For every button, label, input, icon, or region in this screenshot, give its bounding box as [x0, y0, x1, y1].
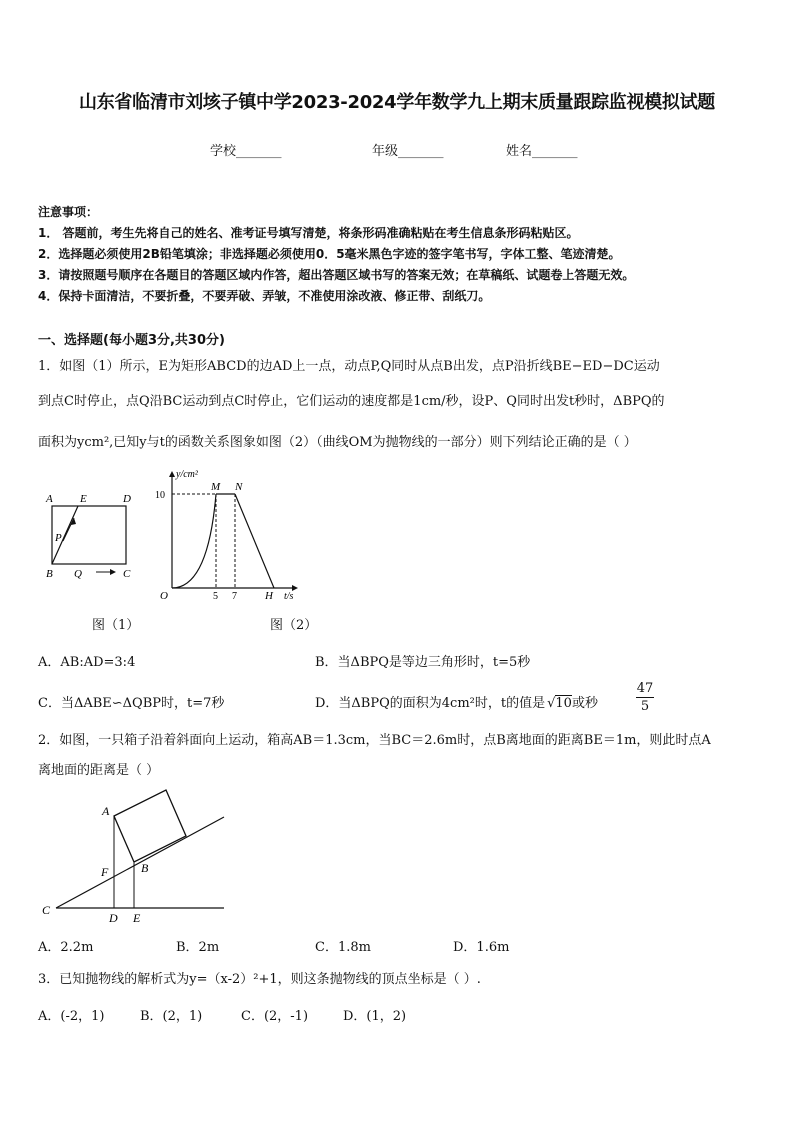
fraction-denominator: 5	[640, 699, 650, 714]
fig2-ylabel: y/cm²	[176, 469, 198, 480]
fig2-label-O: O	[160, 590, 168, 602]
q2-option: C．1.8m	[315, 940, 371, 955]
fig1-caption: 图（1）	[92, 618, 140, 633]
fig1-label-B: B	[46, 568, 53, 580]
q2-label-E: E	[133, 911, 141, 924]
school-field: 学校_______	[210, 144, 282, 159]
page-title: 山东省临清市刘垓子镇中学2023-2024学年数学九上期末质量跟踪监视模拟试题	[79, 92, 715, 113]
q1-text-line: 1．如图（1）所示，E为矩形ABCD的边AD上一点，动点P,Q同时从点B出发，点P沿折线BE−ED−DC运动	[38, 359, 660, 374]
q2-option: B．2m	[176, 940, 220, 955]
fig2-xtick-7: 7	[232, 591, 237, 602]
q1-option-d: D．当ΔBPQ的面积为4cm²时，t的值是 √10或秒	[315, 696, 598, 711]
fig1-label-C: C	[123, 568, 131, 580]
q3-option: A．(-2，1)	[38, 1009, 105, 1024]
notice-item: 2．选择题必须使用2B铅笔填涂；非选择题必须使用0．5毫米黑色字迹的签字笔书写，字体工整、笔迹清楚。	[38, 247, 621, 261]
fig2-label-N: N	[235, 481, 243, 493]
notice-heading: 注意事项：	[38, 205, 99, 219]
notice-item: 4．保持卡面清洁，不要折叠，不要弄破、弄皱，不准使用涂改液、修正带、刮纸刀。	[38, 289, 491, 303]
fig1-label-D: D	[123, 493, 131, 505]
fig2-ytick: 10	[155, 490, 165, 501]
q2-label-F: F	[101, 865, 109, 879]
q1-option-d-sqrt: 10	[555, 696, 572, 711]
fig1-label-Q: Q	[74, 568, 82, 580]
q3-text-line: 3．已知抛物线的解析式为y=（x-2）²+1，则这条抛物线的顶点坐标是（ ）.	[38, 972, 481, 987]
fig1-label-A: A	[46, 493, 53, 505]
q2-label-A: A	[102, 804, 110, 818]
fig2-xtick-5: 5	[213, 591, 218, 602]
q1-option-d-or: 或秒	[571, 696, 598, 711]
fig2-label-H: H	[265, 590, 273, 602]
q1-figure-2	[150, 466, 310, 602]
q3-option: D．(1，2)	[343, 1009, 407, 1024]
section-heading: 一、选择题(每小题3分,共30分)	[38, 333, 225, 348]
notice-item: 3．请按照题号顺序在各题目的答题区域内作答，超出答题区域书写的答案无效；在草稿纸、试题卷上答题无效。	[38, 268, 635, 282]
q2-label-D: D	[109, 911, 118, 924]
q1-text-line: 面积为ycm²,已知y与t的函数关系图象如图（2）（曲线OM为抛物线的一部分）则下列结论正确的是（ ）	[38, 435, 637, 450]
q1-option-d-text: D．当ΔBPQ的面积为4cm²时，t的值是	[315, 696, 546, 711]
q2-figure	[36, 784, 236, 924]
q2-option: D．1.6m	[453, 940, 510, 955]
q3-option: B．(2，1)	[140, 1009, 203, 1024]
fraction-numerator: 47	[636, 681, 654, 696]
q2-label-C: C	[42, 903, 51, 917]
fig2-xlabel: t/s	[284, 591, 294, 602]
q3-option: C．(2，-1)	[241, 1009, 309, 1024]
q1-option-c: C．当ΔABE∽ΔQBP时，t=7秒	[38, 696, 225, 711]
q2-text-line: 离地面的距离是（ ）	[38, 763, 160, 778]
fig1-label-P: P	[55, 532, 62, 544]
q2-text-line: 2．如图，一只箱子沿着斜面向上运动，箱高AB＝1.3cm，当BC＝2.6m时，点B离地面的距离BE＝1m，则此时点A	[38, 733, 711, 748]
fig2-caption: 图（2）	[270, 618, 318, 633]
notice-item: 1． 答题前，考生先将自己的姓名、准考证号填写清楚，将条形码准确粘贴在考生信息条形码粘贴区。	[38, 226, 579, 240]
name-field: 姓名_______	[506, 144, 578, 159]
fig1-label-E: E	[80, 493, 87, 505]
q1-text-line: 到点C时停止，点Q沿BC运动到点C时停止，它们运动的速度都是1cm/秒，设P、Q同时出发t秒时，ΔBPQ的	[38, 394, 665, 409]
q1-option-d-fraction	[636, 680, 654, 715]
fig2-label-M: M	[211, 481, 221, 493]
grade-field: 年级_______	[372, 144, 444, 159]
q1-option-a: A．AB:AD=3:4	[38, 655, 136, 670]
q2-option: A．2.2m	[38, 940, 94, 955]
q1-option-b: B．当ΔBPQ是等边三角形时，t=5秒	[315, 655, 531, 670]
q1-figure-1	[38, 488, 148, 584]
q2-label-B: B	[141, 861, 149, 875]
